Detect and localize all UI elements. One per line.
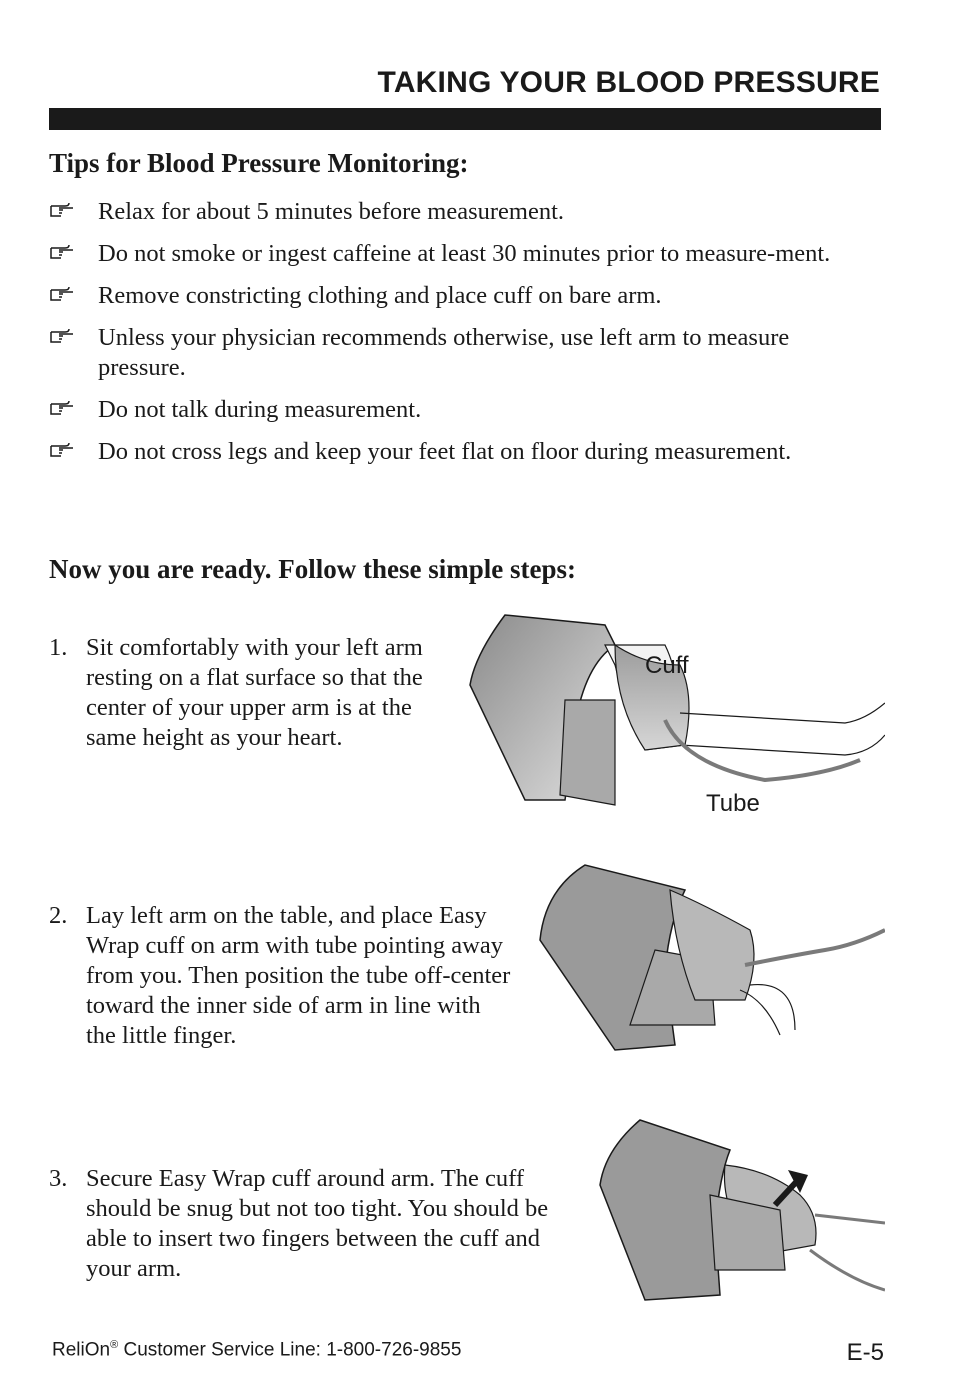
registered-mark: ® — [110, 1339, 119, 1351]
tip-item — [49, 437, 879, 467]
page-header-title: TAKING YOUR BLOOD PRESSURE — [377, 66, 880, 99]
tip-item — [49, 323, 879, 383]
tip-text: Do not talk during measurement. — [98, 396, 422, 423]
tube-label: Tube — [706, 790, 760, 817]
pointing-hand-icon — [49, 439, 77, 461]
footer-service-text: Customer Service Line: 1-800-726-9855 — [118, 1339, 462, 1361]
tip-item — [49, 281, 879, 311]
tips-heading: Tips for Blood Pressure Monitoring: — [49, 148, 469, 178]
cuff-label: Cuff — [645, 652, 689, 679]
tip-text: Do not cross legs and keep your feet flat on floor during measurement. — [98, 438, 792, 465]
pointing-hand-icon — [49, 199, 77, 221]
tip-item — [49, 197, 879, 227]
tip-item — [49, 395, 879, 425]
page-number: E-5 — [846, 1339, 884, 1366]
footer-service-line — [52, 1339, 461, 1361]
steps-heading: Now you are ready. Follow these simple steps: — [49, 554, 576, 584]
step-number: 1. — [49, 634, 68, 661]
pointing-hand-icon — [49, 325, 77, 347]
footer-brand: ReliOn — [52, 1339, 111, 1361]
tip-text: Relax for about 5 minutes before measurement. — [98, 198, 565, 225]
tips-list — [49, 197, 879, 479]
tip-text: Unless your physician recommends otherwise, use left arm to measure pressure. — [98, 324, 790, 381]
tip-item — [49, 239, 879, 269]
step-text: Sit comfortably with your left arm resting on a flat surface so that the center of your upper arm is at the same height as your heart. — [86, 634, 423, 751]
arm-cuff-illustration-3 — [570, 1105, 885, 1305]
pointing-hand-icon — [49, 241, 77, 263]
step-number: 3. — [49, 1165, 68, 1192]
tip-text: Remove constricting clothing and place cuff on bare arm. — [98, 282, 662, 309]
pointing-hand-icon — [49, 397, 77, 419]
tip-text: Do not smoke or ingest caffeine at least 30 minutes prior to measure-ment. — [98, 240, 831, 267]
arm-cuff-illustration-2 — [495, 850, 885, 1055]
arm-cuff-illustration-1 — [465, 605, 885, 810]
step-text: Secure Easy Wrap cuff around arm. The cuff should be snug but not too tight. You should be able to insert two fingers between the cuff and your arm. — [86, 1165, 549, 1282]
pointing-hand-icon — [49, 283, 77, 305]
step-number: 2. — [49, 902, 68, 929]
step-text: Lay left arm on the table, and place Easy Wrap cuff on arm with tube pointing away from you. Then position the tube off-center toward the inner side of arm in line with the little finger. — [86, 902, 511, 1049]
header-bar — [49, 108, 881, 130]
